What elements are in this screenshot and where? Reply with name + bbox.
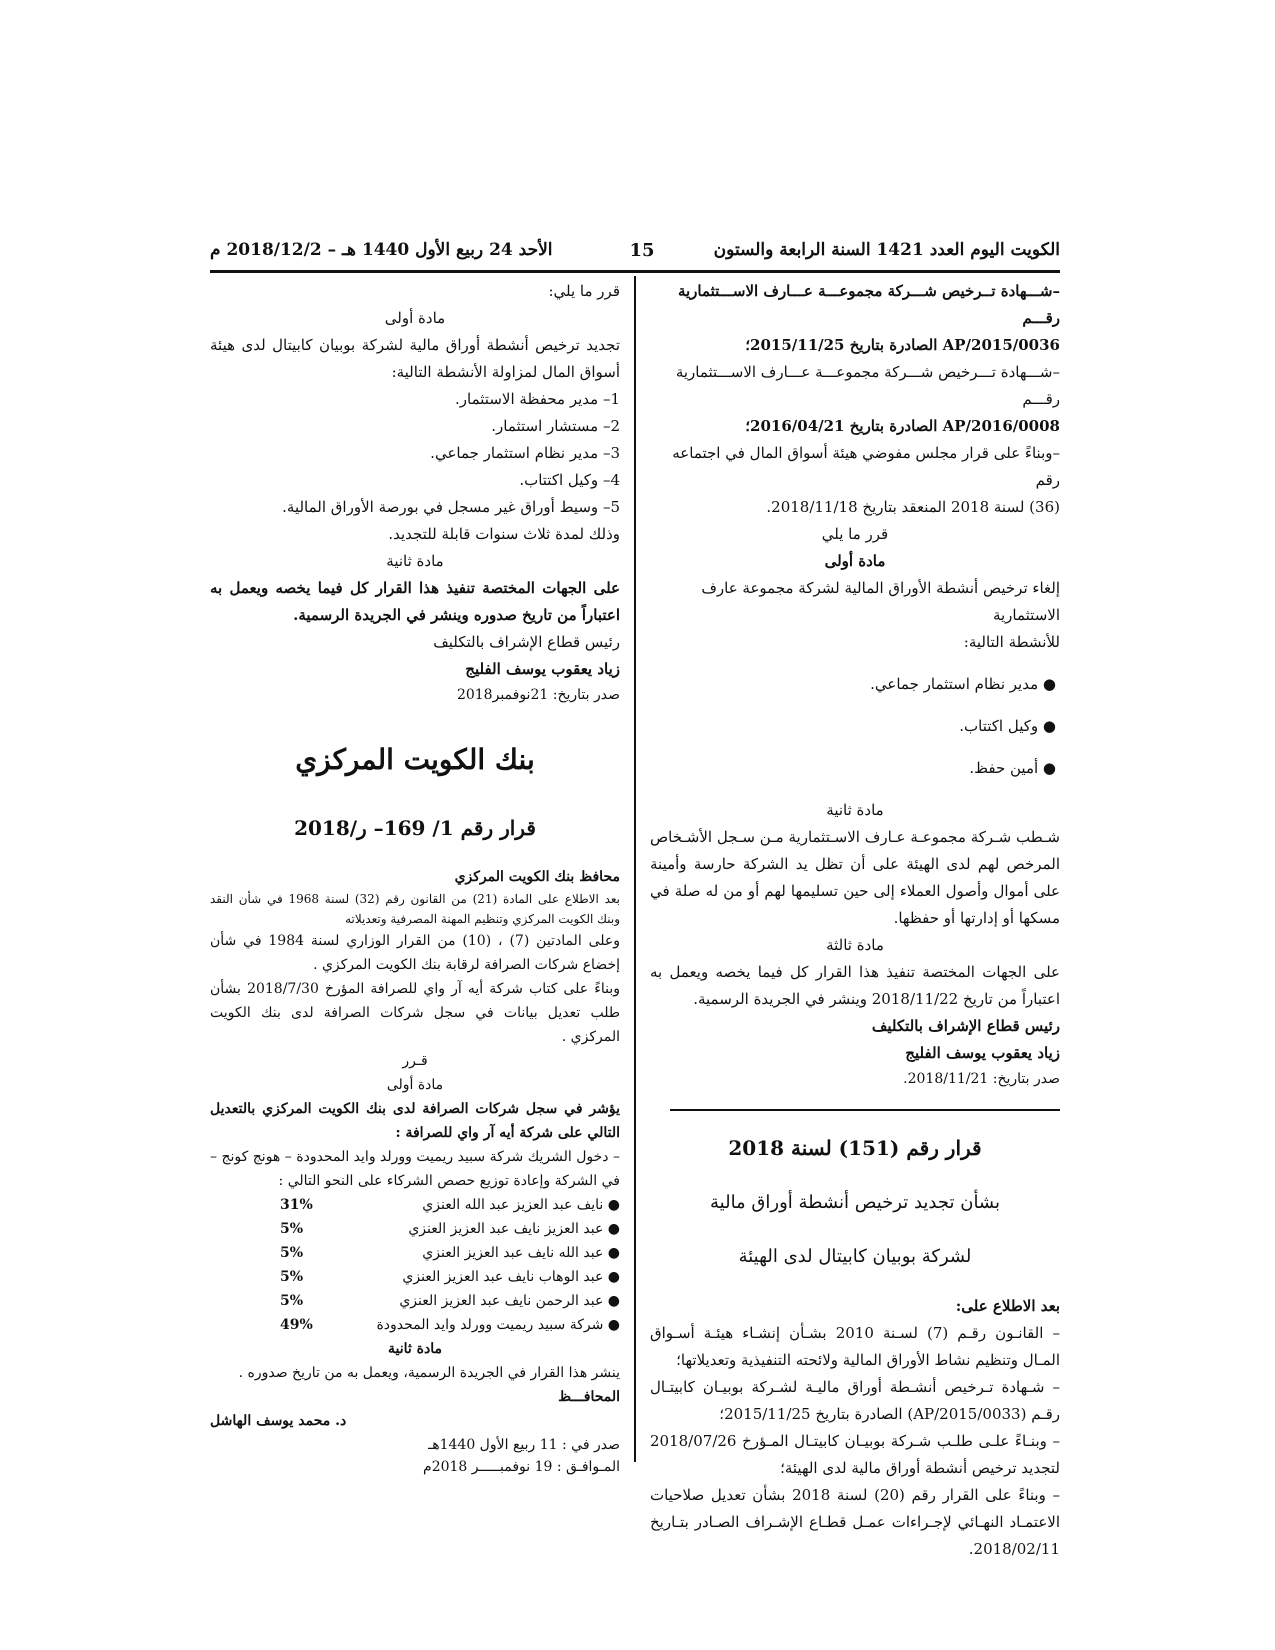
article-1-cb-heading: مادة أولى xyxy=(386,1077,444,1093)
governor-heading: محافظ بنك الكويت المركزي xyxy=(454,869,620,885)
board-line1: –وبناءً على قرار مجلس مفوضي هيئة أسواق المال في اجتماعه رقم xyxy=(672,444,1060,489)
decision20-paragraph: – وبناءً على القرار رقم (20) لسنة 2018 بشأن تعديل صلاحيات الاعتمـاد النهـائي لإجـراءات عمـل قطـاع الإشـراف الصـادر بتـاريخ 2018/02/11. xyxy=(650,1486,1060,1558)
partner-share: 31% xyxy=(280,1197,313,1213)
bullet-item: ● أمين حفظ. xyxy=(969,759,1056,777)
partner-share: 5% xyxy=(280,1245,304,1261)
left-column xyxy=(210,278,620,1477)
signatory-title: رئيس قطاع الإشراف بالتكليف xyxy=(433,633,620,651)
bullet-item: ● مدير نظام استثمار جماعي. xyxy=(870,675,1056,693)
cert3-paragraph: – شـهادة تـرخيص أنشـطة أوراق ماليـة لشـركة بوبيـان كابيتـال رقـم (AP/2015/0033) الصادرة بتاريخ 2015/11/25؛ xyxy=(650,1378,1060,1423)
cert2-line1: –شـــهادة تـــرخيص شـــركة مجموعـــة عـــارف الاســـتثمارية رقـــم xyxy=(675,363,1060,408)
law-paragraph: – القانـون رقـم (7) لسـنة 2010 بشـأن إنشـاء هيئـة أسـواق المـال وتنظيم نشاط الأوراق المالية ولائحته التنفيذية وتعديلاتها؛ xyxy=(650,1324,1060,1369)
right-column xyxy=(650,278,1060,1563)
signatory-name: زياد يعقوب يوسف الفليج xyxy=(465,660,620,678)
partner-name: ● نايف عبد العزيز عبد الله العنزي xyxy=(422,1197,620,1213)
cb-decision-number: قرار رقم 1/ 169– ر/2018 xyxy=(294,816,536,840)
request-paragraph: – وبنـاءً علـى طلـب شـركة بوبيـان كابيتـال المـؤرخ 2018/07/26 لتجديد ترخيص أنشطة أوراق مالية لدى الهيئة؛ xyxy=(650,1432,1060,1477)
partner-share: 49% xyxy=(280,1317,313,1333)
signatory-name: زياد يعقوب يوسف الفليج xyxy=(905,1044,1060,1062)
page-number: 15 xyxy=(629,240,655,261)
renew-paragraph: تجديد ترخيص أنشطة أوراق مالية لشركة بوبيان كابيتال لدى هيئة أسواق المال لمزاولة الأنشطة التالية: xyxy=(210,336,620,381)
issue-date: صدر بتاريخ: 2018/11/21. xyxy=(903,1071,1060,1087)
page-header xyxy=(210,240,1060,268)
share-row xyxy=(210,1217,620,1241)
bullet-item: ● وكيل اكتتاب. xyxy=(959,717,1056,735)
article-3-heading: مادة ثالثة xyxy=(826,936,884,954)
decided-cb-heading: قـرر xyxy=(402,1053,428,1069)
activity-item: 5– وسيط أوراق غير مسجل في بورصة الأوراق المالية. xyxy=(282,498,620,516)
section-separator xyxy=(670,1109,1060,1111)
header-rule xyxy=(210,270,1060,273)
partner-share: 5% xyxy=(280,1293,304,1309)
cert1-line2: AP/2015/0036 الصادرة بتاريخ 2015/11/25؛ xyxy=(745,336,1060,354)
partner-name: ● عبد الله نايف عبد العزيز العنزي xyxy=(422,1245,620,1261)
after-review-heading: بعد الاطلاع على: xyxy=(955,1297,1060,1315)
decision-subtitle-2: لشركة بوبيان كابيتال لدى الهيئة xyxy=(738,1246,972,1267)
cancel-line1: إلغاء ترخيص أنشطة الأوراق المالية لشركة مجموعة عارف الاستثمارية xyxy=(701,579,1060,624)
activity-item: 4– وكيل اكتتاب. xyxy=(519,471,620,489)
partner-name: ● عبد الوهاب نايف عبد العزيز العنزي xyxy=(402,1269,620,1285)
issued-gregorian: المـوافـق : 19 نوفمبـــــر 2018م xyxy=(423,1459,620,1475)
decision-subtitle-1: بشأن تجديد ترخيص أنشطة أوراق مالية xyxy=(710,1192,1000,1213)
execution-paragraph: على الجهات المختصة تنفيذ هذا القرار كل فيما يخصه ويعمل به اعتباراً من تاريخ صدوره وينشر في الجريدة الرسمية. xyxy=(210,579,620,624)
article-2-heading: مادة ثانية xyxy=(826,801,884,819)
strike-paragraph: شـطب شـركة مجموعـة عـارف الاسـتثمارية مـن سـجل الأشـخاص المرخص لهم لدى الهيئة على أن تظل يد الشركة حارسة وأمينة على أموال وأصول العملاء إلى حين تسليمها لهم أو من له صلة في مسكها أو إدارتها أو حفظها. xyxy=(650,828,1060,927)
header-issue-info: الكويت اليوم العدد 1421 السنة الرابعة والستون xyxy=(713,240,1060,260)
decided-heading: قرر ما يلي: xyxy=(548,282,620,300)
column-divider xyxy=(634,276,636,1462)
duration-text: وذلك لمدة ثلاث سنوات قابلة للتجديد. xyxy=(388,525,620,543)
cancel-line2: للأنشطة التالية: xyxy=(963,633,1060,651)
partner-name: ● عبد العزيز نايف عبد العزيز العنزي xyxy=(408,1221,620,1237)
partner-name: ● شركة سبيد ريميت وورلد وايد المحدودة xyxy=(376,1317,620,1333)
issued-hijri: صدر في : 11 ربيع الأول 1440هـ xyxy=(428,1437,620,1453)
decision-title: قرار رقم (151) لسنة 2018 xyxy=(728,1136,982,1160)
publish-paragraph: ينشر هذا القرار في الجريدة الرسمية، ويعمل به من تاريخ صدوره . xyxy=(238,1365,620,1381)
activity-item: 2– مستشار استثمار. xyxy=(491,417,620,435)
execution-paragraph: على الجهات المختصة تنفيذ هذا القرار كل فيما يخصه ويعمل به اعتباراً من تاريخ 2018/11/22 وينشر في الجريدة الرسمية. xyxy=(650,963,1060,1008)
article-1-heading: مادة أولى xyxy=(384,309,446,327)
article-2-heading: مادة ثانية xyxy=(386,552,444,570)
partner-name: ● عبد الرحمن نايف عبد العزيز العنزي xyxy=(399,1293,620,1309)
cert1-line1: –شـــهادة تــرخيص شـــركة مجموعـــة عـــارف الاســـتثمارية رقـــم xyxy=(677,282,1060,327)
activity-item: 1– مدير محفظة الاستثمار. xyxy=(455,390,620,408)
share-row xyxy=(210,1265,620,1289)
preamble-3: وبناءً على كتاب شركة أيه آر واي للصرافة المؤرخ 2018/7/30 بشأن طلب تعديل بيانات في سجل شركات الصرافة لدى بنك الكويت المركزي . xyxy=(210,981,620,1045)
signatory-title: رئيس قطاع الإشراف بالتكليف xyxy=(871,1017,1060,1035)
header-date: الأحد 24 ربيع الأول 1440 هـ – 2018/12/2 م xyxy=(210,240,553,260)
issue-date: صدر بتاريخ: 21نوفمبر2018 xyxy=(456,687,620,703)
article-1-heading: مادة أولى xyxy=(824,552,886,570)
bank-title: بنك الكويت المركزي xyxy=(295,743,535,776)
preamble-2: وعلى المادتين (7) ، (10) من القرار الوزاري لسنة 1984 في شأن إخضاع شركات الصرافة لرقابة بنك الكويت المركزي . xyxy=(210,933,621,973)
partner-paragraph: – دخول الشريك شركة سبيد ريميت وورلد وايد المحدودة – هونج كونج – في الشركة وإعادة توزيع حصص الشركاء على النحو التالي : xyxy=(210,1149,620,1189)
mark-paragraph: يؤشر في سجل شركات الصرافة لدى بنك الكويت المركزي بالتعديل التالي على شركة أيه آر واي للصرافة : xyxy=(210,1101,620,1141)
activity-item: 3– مدير نظام استثمار جماعي. xyxy=(430,444,620,462)
governor-name: د. محمد يوسف الهاشل xyxy=(210,1413,347,1429)
decided-heading: قرر ما يلي xyxy=(821,525,889,543)
partner-share: 5% xyxy=(280,1269,304,1285)
share-row xyxy=(210,1313,620,1337)
board-line2: (36) لسنة 2018 المنعقد بتاريخ 2018/11/18. xyxy=(766,498,1060,516)
share-row xyxy=(210,1241,620,1265)
partner-share: 5% xyxy=(280,1221,304,1237)
preamble-1: بعد الاطلاع على المادة (21) من القانون رقم (32) لسنة 1968 في شأن النقد وبنك الكويت المركزي وتنظيم المهنة المصرفية وتعديلاته xyxy=(210,892,620,926)
article-2-cb-heading: مادة ثانية xyxy=(388,1341,442,1357)
cert2-line2: AP/2016/0008 الصادرة بتاريخ 2016/04/21؛ xyxy=(745,417,1060,435)
share-row xyxy=(210,1289,620,1313)
share-row xyxy=(210,1193,620,1217)
governor-label: المحافـــظ xyxy=(558,1389,620,1405)
